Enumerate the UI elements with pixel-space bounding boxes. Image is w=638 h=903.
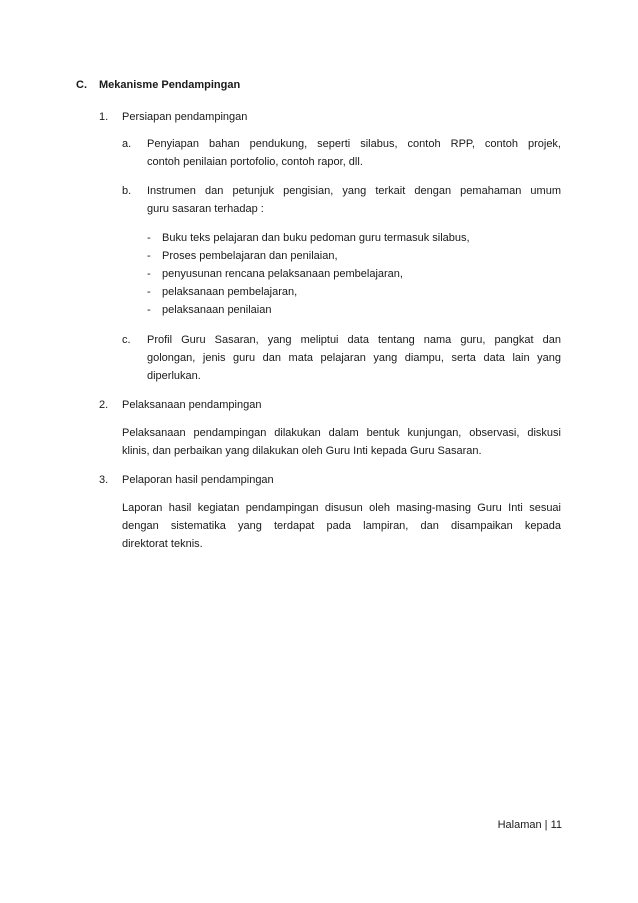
section-title: Mekanisme Pendampingan (99, 79, 241, 91)
item-3-para-line-3: direktorat teknis. (122, 538, 203, 550)
item-3-para-line-1: Laporan hasil kegiatan pendampingan disusun oleh masing-masing Guru Inti sesuai (122, 502, 561, 514)
subitem-b-line-1: Instrumen dan petunjuk pengisian, yang terkait dengan pemahaman umum (147, 185, 561, 197)
bullet-item-5: pelaksanaan penilaian (162, 304, 272, 316)
subitem-b-marker: b. (122, 185, 132, 197)
bullet-item-3: penyusunan rencana pelaksanaan pembelajaran, (162, 268, 403, 280)
subitem-c-line-3: diperlukan. (147, 370, 201, 382)
bullet-marker: - (147, 286, 151, 298)
subitem-a-marker: a. (122, 138, 132, 150)
subitem-c-line-2: golongan, jenis guru dan mata pelajaran yang diampu, serta data lain yang (147, 352, 561, 364)
bullet-marker: - (147, 304, 151, 316)
bullet-marker: - (147, 250, 151, 262)
item-1-number: 1. (99, 111, 109, 123)
bullet-item-2: Proses pembelajaran dan penilaian, (162, 250, 338, 262)
bullet-item-1: Buku teks pelajaran dan buku pedoman guru termasuk silabus, (162, 232, 470, 244)
item-2-para-line-1: Pelaksanaan pendampingan dilakukan dalam bentuk kunjungan, observasi, diskusi (122, 427, 561, 439)
subitem-b-line-2: guru sasaran terhadap : (147, 203, 264, 215)
item-3-para-line-2: dengan sistematika yang terdapat pada lampiran, dan disampaikan kepada (122, 520, 561, 532)
item-2-title: Pelaksanaan pendampingan (122, 399, 262, 411)
section-marker: C. (76, 79, 87, 91)
item-2-para-line-2: klinis, dan perbaikan yang dilakukan oleh Guru Inti kepada Guru Sasaran. (122, 445, 482, 457)
subitem-a-line-2: contoh penilaian portofolio, contoh rapor, dll. (147, 156, 363, 168)
item-3-title: Pelaporan hasil pendampingan (122, 474, 274, 486)
subitem-c-line-1: Profil Guru Sasaran, yang meliptui data tentang nama guru, pangkat dan (147, 334, 561, 346)
page-number-footer: Halaman | 11 (497, 819, 562, 831)
bullet-marker: - (147, 268, 151, 280)
item-3-number: 3. (99, 474, 109, 486)
bullet-marker: - (147, 232, 151, 244)
subitem-c-marker: c. (122, 334, 131, 346)
item-1-title: Persiapan pendampingan (122, 111, 248, 123)
bullet-item-4: pelaksanaan pembelajaran, (162, 286, 298, 298)
subitem-a-line-1: Penyiapan bahan pendukung, seperti silabus, contoh RPP, contoh projek, (147, 138, 561, 150)
item-2-number: 2. (99, 399, 109, 411)
